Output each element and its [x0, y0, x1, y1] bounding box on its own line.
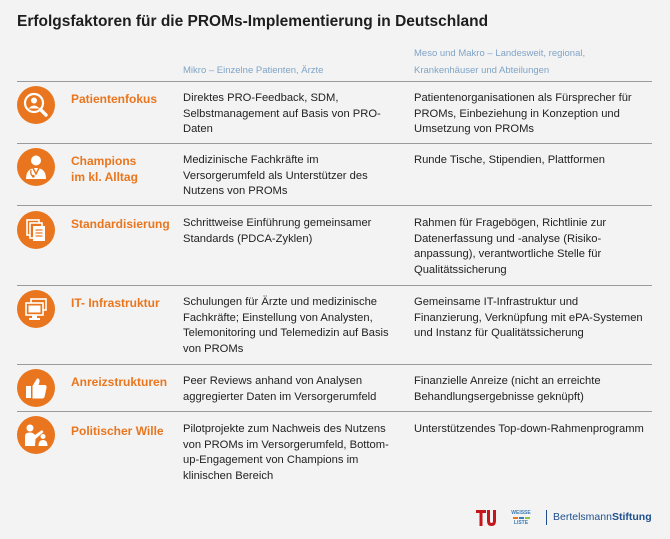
row-divider: [17, 205, 652, 206]
computer-icon: [17, 290, 55, 328]
row-meso-text: Runde Tische, Stipendien, Plattformen: [414, 154, 605, 166]
bertelsmann-stiftung-logo: BertelsmannStiftung: [553, 511, 652, 523]
row-label: Patientenfokus: [71, 92, 158, 106]
logo-separator: [546, 510, 547, 525]
row-label: Standardisierung: [71, 217, 170, 231]
documents-icon: [17, 211, 55, 249]
row-divider: [17, 411, 652, 412]
speaker-audience-icon: [17, 416, 55, 454]
doctor-icon: [17, 148, 55, 186]
row-mikro-text: Pilotprojekte zum Nachweis des Nutzens von PROMs im Versorgerumfeld, Bottom-up-Engagement von Champions im klinischen Bereich: [183, 423, 389, 482]
row-label: IT- Infrastruktur: [71, 296, 160, 310]
row-meso-text: Finanzielle Anreize (nicht an erreichte Behandlungsergebnisse geknüpft): [414, 375, 601, 403]
row-divider: [17, 81, 652, 82]
row-meso-text: Rahmen für Fragebögen, Richtlinie zur Datenerfassung und -analyse (Risiko-anpassung), verantwortliche Stelle für Qualitätssicherung: [414, 217, 607, 276]
row-divider: [17, 285, 652, 286]
row-divider: [17, 364, 652, 365]
page-title: Erfolgsfaktoren für die PROMs-Implementierung in Deutschland: [17, 13, 489, 30]
row-label: Champions im kl. Alltag: [71, 154, 138, 184]
thumbs-up-icon: [17, 369, 55, 407]
row-mikro-text: Peer Reviews anhand von Analysen aggregierter Daten im Versorgerumfeld: [183, 375, 377, 403]
column-header-meso: [414, 45, 644, 79]
row-mikro-text: Medizinische Fachkräfte im Versorgerumfeld als Unterstützer des Nutzens von PROMs: [183, 154, 368, 197]
column-header-meso-line1: Meso und Makro – Landesweit, regional,: [414, 48, 586, 59]
row-meso-text: Gemeinsame IT-Infrastruktur und Finanzierung, Verknüpfung mit ePA-Systemen und Instanz für Qualitätssicherung: [414, 296, 643, 339]
tu-logo: [476, 510, 496, 531]
row-mikro-text: Direktes PRO-Feedback, SDM, Selbstmanagement auf Basis von PRO-Daten: [183, 92, 381, 135]
row-divider: [17, 143, 652, 144]
weisse-liste-logo: WEISSE LISTE: [511, 510, 531, 526]
row-meso-text: Patientenorganisationen als Fürsprecher für PROMs, Einbeziehung in Konzeption und Umsetzung von PROMs: [414, 92, 632, 135]
column-header-mikro: Mikro – Einzelne Patienten, Ärzte: [183, 65, 324, 76]
column-header-meso-line2: Krankenhäuser und Abteilungen: [414, 65, 550, 76]
row-mikro-text: Schulungen für Ärzte und medizinische Fachkräfte; Einstellung von Analysten, Telemonitoring und Telemedizin auf Basis von PROMs: [183, 296, 389, 355]
patient-magnifier-icon: [17, 86, 55, 124]
row-meso-text: Unterstützendes Top-down-Rahmenprogramm: [414, 423, 644, 435]
row-label: Politischer Wille: [71, 424, 164, 438]
row-label: Anreizstrukturen: [71, 375, 168, 389]
row-mikro-text: Schrittweise Einführung gemeinsamer Standards (PDCA-Zyklen): [183, 217, 372, 245]
